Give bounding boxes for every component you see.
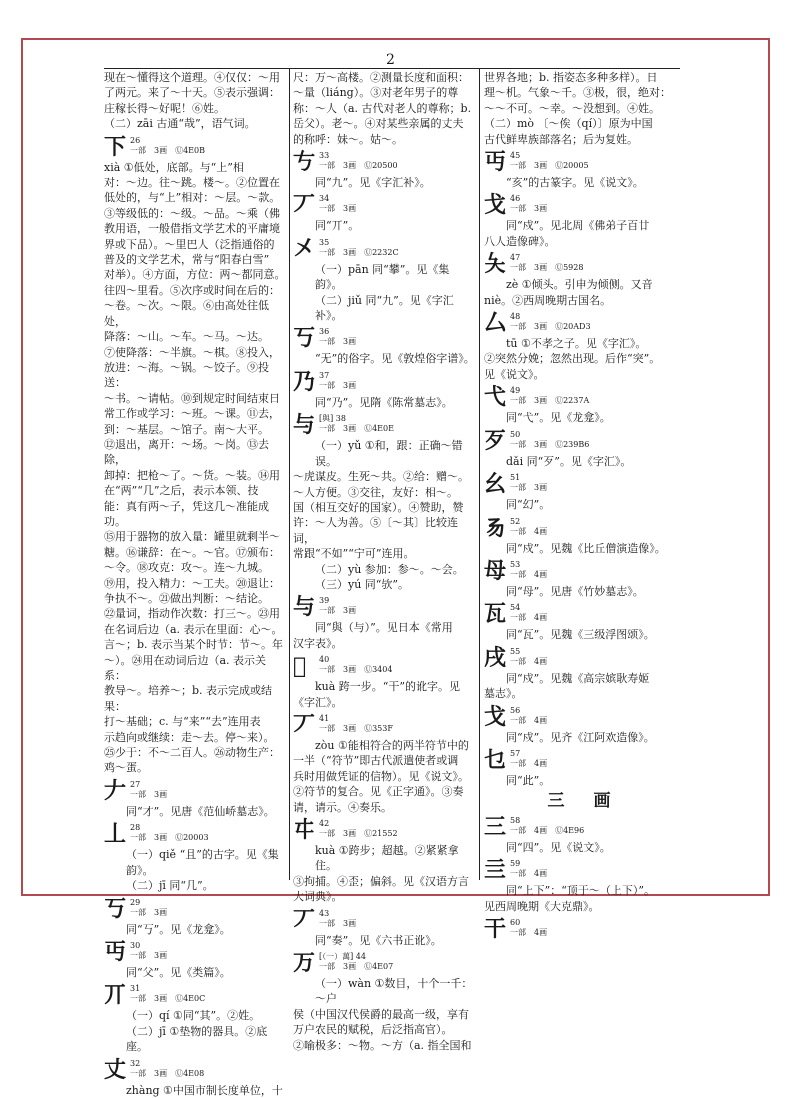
dictionary-entry — [104, 821, 286, 893]
headword: 弋 — [484, 384, 507, 411]
definition-line: 教用语，一般借指文学艺术的平庸境 — [104, 222, 280, 236]
dictionary-entry — [484, 428, 680, 469]
entry-meta: 36 一部 3画 — [319, 327, 357, 347]
definition-line: ～虎谋皮。生死～共。②给：赠～。 — [293, 470, 469, 484]
definition-line: ⑮用于器物的放入量：罐里就剩半～ — [104, 530, 280, 544]
entry-meta: [（一）萬] 44 一部 3画 Ⓤ4E07 — [319, 952, 394, 972]
definition-line: 往四～里看。⑤次序或时间在后的： — [104, 283, 280, 297]
definition-line: （二）jī ①垫物的器具。②底座。 — [126, 1024, 268, 1054]
definition-line: 同“母”。见唐《竹妙墓志》。 — [506, 584, 644, 598]
definition-line: 同“與（与）”。见日本《常用 — [315, 621, 453, 635]
headword: 丏 — [104, 938, 127, 965]
dictionary-entry — [484, 601, 680, 642]
definition-line: 常工作或学习：～班。～课。⑪去， — [104, 407, 280, 421]
definition-line: ㉕少于：不～二百人。㉖动物生产： — [104, 746, 280, 760]
dictionary-entry — [484, 192, 680, 249]
definition-line: ②突然分娩；忽然出现。后作“突”。 — [484, 352, 661, 366]
entry-meta: 51 一部 3画 — [510, 473, 548, 493]
headword: 与 — [293, 594, 316, 621]
entry-meta: 53 一部 4画 — [510, 559, 548, 579]
dictionary-entry — [293, 653, 476, 710]
definition-line: ㉒量词，指动作次数：打三～。㉓用 — [104, 607, 280, 621]
headword: 丈 — [104, 1056, 127, 1083]
column-1 — [104, 70, 286, 1098]
definition-line: 同“丌”。 — [315, 219, 360, 233]
headword: 乃 — [293, 368, 316, 395]
definition-line: 在“两”“几”之后，表示本领、技 — [104, 484, 259, 498]
headword: 丌 — [104, 982, 127, 1009]
continuation-line: 称：～人（a. 古代对老人的尊称；b. — [293, 101, 472, 115]
entry-meta: 34 一部 3画 — [319, 194, 357, 214]
entry-meta: 46 一部 3画 — [510, 194, 548, 214]
definition-line: ⑲用，投入精力：～工夫。⑳退让： — [104, 576, 280, 590]
definition-line: ⑦使降落：～半旗。～棋。⑧投入， — [104, 345, 280, 359]
entry-meta: 52 一部 4画 — [510, 516, 548, 536]
continuation-line: ～～不可。～幸。～没想到。④姓。 — [484, 101, 660, 115]
entry-meta: 39 一部 3画 — [319, 596, 357, 616]
definition-line: （二）jī 同“几”。 — [126, 879, 214, 893]
definition-line: 同“丂”。见《龙龛》。 — [126, 922, 231, 936]
continuation-line: （二）mò 〔～俟（qí）〕原为中国 — [484, 117, 653, 131]
dictionary-entry — [484, 645, 680, 702]
definition-line: 降落：～山。～车。～马。～达。 — [104, 330, 269, 344]
dictionary-entry — [293, 412, 476, 592]
dictionary-entry — [293, 594, 476, 651]
definition-line: 兵时用做凭证的信物）。见《说文》。 — [293, 769, 469, 783]
definition-line: 见《说文》。 — [484, 367, 545, 381]
headword: 歹 — [484, 427, 507, 454]
definition-line: 常跟“不如”“宁可”连用。 — [293, 547, 415, 561]
dictionary-entry — [293, 192, 476, 233]
headword: 戈 — [484, 192, 507, 219]
continuation-line: 岳父）。老～。④对某些亲属的丈夫 — [293, 117, 464, 131]
definition-line: 同“此”。 — [506, 773, 551, 787]
definition-line: （二）jiǔ 同“九”。见《字汇补》。 — [315, 293, 454, 323]
entry-meta: 40 一部 3画 Ⓤ3404 — [319, 655, 393, 675]
definition-line: 同“瓦”。见魏《三级浮图颂》。 — [506, 628, 655, 642]
column-3 — [484, 70, 680, 942]
headword: 𠂇 — [104, 777, 127, 804]
dictionary-entry — [104, 896, 286, 937]
definition-line: 同“奏”。见《六书正讹》。 — [315, 933, 442, 947]
definition-line: 放进：～海。～锅。～饺子。⑨投送： — [104, 360, 269, 390]
definition-line: kuà ①跨步；超越。②紧紧拿住。 — [315, 844, 459, 873]
definition-line: xià ①低处，底部。与“上”相 — [104, 160, 244, 174]
headword: 乜 — [484, 746, 507, 773]
definition-line: 请，请示。④奏乐。 — [293, 800, 392, 814]
dictionary-entry — [104, 982, 286, 1054]
definition-line: 争执不～。㉑做出判断：～结论。 — [104, 592, 269, 605]
definition-line: 同“四”。见《说文》。 — [506, 840, 611, 854]
entry-meta: 60 一部 4画 — [510, 917, 548, 937]
definition-line: 鸡～蛋。 — [104, 761, 148, 775]
entry-meta: 31 一部 3画 Ⓤ4E0C — [130, 984, 206, 1004]
headword: 丆 — [293, 906, 316, 933]
headword: 𠀆 — [293, 653, 307, 680]
dictionary-entry — [484, 515, 680, 556]
entry-meta: 42 一部 3画 Ⓤ21552 — [319, 819, 398, 838]
entry-meta: 33 一部 3画 Ⓤ20500 — [319, 151, 398, 171]
definition-line: 教导～。培养～；b. 表示完成或结果： — [104, 684, 273, 713]
column-divider — [479, 68, 480, 880]
continuation-line: 了两元。来了～十天。⑤表示强调： — [104, 86, 280, 100]
headword: 与 — [293, 412, 316, 439]
continuation-line: 现在～懂得这个道理。④仅仅：～用 — [104, 71, 280, 84]
dictionary-entry — [484, 747, 680, 788]
dictionary-entry — [293, 369, 476, 410]
page-number: 2 — [386, 52, 395, 68]
definition-line: ～卷。～次。～限。⑥由高处往低处， — [104, 299, 269, 328]
definition-line: 同“戍”。见齐《江阿欢造像》。 — [506, 730, 655, 744]
definition-line: dǎi 同“歹”。见《字汇》。 — [506, 454, 632, 468]
entry-meta: 56 一部 4画 — [510, 705, 548, 725]
definition-line: 墓志》。 — [484, 687, 523, 701]
definition-line: 同“父”。见《类篇》。 — [126, 965, 231, 979]
headword: 丆 — [293, 192, 316, 219]
dictionary-entry — [293, 149, 476, 190]
dictionary-entry — [484, 251, 680, 308]
entry-meta: [與] 38 一部 3画 Ⓤ4E0E — [319, 414, 394, 434]
definition-line: ③等级低的：～级。～品。～乘（佛 — [104, 206, 280, 220]
dictionary-entry — [104, 134, 286, 776]
definition-line: kuà 跨一步。“干”的讹字。见 — [315, 680, 461, 694]
dictionary-entry — [484, 149, 680, 190]
dictionary-entry — [293, 907, 476, 948]
definition-line: 同“九”。见《字汇补》。 — [315, 176, 431, 190]
dictionary-entry — [293, 712, 476, 815]
definition-line: zhàng ①中国市制长度单位，十 — [126, 1083, 283, 1097]
definition-line: ～）。㉔用在动词后边（a. 表示关系： — [104, 653, 267, 683]
definition-line: “无”的俗字。见《敦煌俗字谱》。 — [315, 352, 475, 366]
definition-line: ③拘捕。④歪；偏斜。见《汉语方言 — [293, 874, 469, 888]
column-divider — [289, 68, 290, 880]
entry-meta: 55 一部 4画 — [510, 646, 548, 666]
definition-line: 低处的，与“上”相对：～层。～款。 — [104, 191, 281, 205]
dictionary-entry — [104, 939, 286, 980]
dictionary-entry — [484, 857, 680, 914]
dictionary-entry — [104, 778, 286, 819]
definition-line: （一）qiě “且”的古字。见《集韵》。 — [126, 848, 279, 877]
definition-line: 示趋向或继续：走～去。停～来）。 — [104, 730, 275, 744]
definition-line: 同“戍”。见魏《高宗嫔耿寿姬 — [506, 671, 650, 685]
dictionary-entry — [293, 236, 476, 324]
entry-meta: 26 一部 3画 Ⓤ4E0B — [130, 135, 205, 155]
entry-meta: 28 一部 3画 Ⓤ20003 — [130, 823, 209, 843]
definition-line: “亥”的古篆字。见《说文》。 — [506, 176, 644, 190]
column-2 — [293, 70, 476, 1053]
continuation-line: 理～机。气象～千。③极，很，绝对： — [484, 86, 671, 100]
definition-line: 八人造像碑》。 — [484, 234, 556, 248]
headword: 㐄 — [293, 817, 316, 843]
dictionary-entry — [293, 325, 476, 366]
definition-line: 国（相互交好的国家）。④赞助，赞 — [293, 500, 464, 514]
definition-line: 同“戍”。见魏《比丘僧演造像》。 — [506, 541, 666, 555]
definition-line: 到：～基层。～馆子。南～大平。 — [104, 422, 269, 436]
dictionary-entry — [104, 1057, 286, 1098]
definition-line: （一）wàn ①数目，十个一千：～户 — [315, 977, 473, 1006]
definition-line: 普及的文学艺术，常与“阳春白雪” — [104, 253, 270, 267]
headword: 万 — [293, 950, 316, 977]
definition-line: 在名词后边（a. 表示在里面：心～。 — [104, 622, 283, 636]
definition-line: ～书。～请帖。⑩到规定时间结束日 — [104, 391, 280, 405]
entry-meta: 58 一部 4画 Ⓤ4E96 — [510, 815, 585, 835]
entry-meta: 47 一部 3画 Ⓤ5928 — [510, 253, 584, 273]
definition-line: （一）pān 同“攀”。见《集韵》。 — [315, 262, 450, 292]
definition-line: zòu ①能相符合的两半符节中的 — [315, 738, 469, 752]
definition-line: 界或下品）。～里巴人（泛指通俗的 — [104, 237, 275, 251]
headword: 丏 — [484, 149, 507, 176]
continuation-line: 尺：万～高楼。②测量长度和面积： — [293, 71, 469, 84]
headword: 三 — [484, 813, 507, 840]
definition-line: 同“才”。见唐《范仙峤墓志》。 — [126, 804, 275, 818]
headword: 𠀁 — [293, 149, 316, 176]
entry-meta: 30 一部 3画 — [130, 940, 168, 960]
headword: 幺 — [484, 471, 507, 498]
headword: 丆 — [293, 711, 316, 738]
header-rule — [104, 68, 680, 69]
continuation-line: 古代鲜卑族部落名；后为复姓。 — [484, 132, 638, 146]
definition-line: （一）yǔ ①和，跟：正确～错误。 — [315, 439, 463, 468]
definition-line: 打～基础；c. 与“来”“去”连用表 — [104, 715, 261, 729]
headword: 瓦 — [484, 601, 507, 628]
headword: 㐅 — [293, 235, 316, 262]
headword: 丂 — [104, 895, 127, 922]
entry-meta: 41 一部 3画 Ⓤ353F — [319, 713, 393, 733]
definition-line: 对：～边。往～跳。楼～。②位置在 — [104, 176, 280, 190]
dictionary-entry — [293, 817, 476, 905]
headword: 夨 — [484, 251, 507, 278]
headword: 戌 — [484, 644, 507, 671]
continuation-line: 庄稼长得～好呢！⑥姓。 — [104, 101, 225, 115]
continuation-line: （二）zāi 古通“哉”，语气词。 — [104, 117, 256, 131]
definition-line: 同“乃”。见隋《陈常墓志》。 — [315, 395, 453, 409]
definition-line: zè ①倾头。引申为倾侧。又音 — [506, 278, 653, 292]
definition-line: ②喻极多：～物。～方（a. 指全国和 — [293, 1038, 472, 1052]
definition-line: 同“幻”。 — [506, 498, 551, 512]
definition-line: ⑫退出，离开：～场。～岗。⑬去除， — [104, 437, 269, 467]
definition-line: ～令。⑱攻克：攻～。连～九城。 — [104, 561, 269, 575]
entry-meta: 32 一部 3画 Ⓤ4E08 — [130, 1058, 205, 1078]
definition-line: tū ①不孝之子。见《字汇》。 — [506, 337, 647, 351]
definition-line: 见西周晚期《大克鼎》。 — [484, 899, 600, 913]
headword: 干 — [484, 915, 507, 942]
definition-line: （二）yù 参加：参～。～会。 — [315, 562, 464, 576]
definition-line: 言～；b. 表示当某个时节：节～。年 — [104, 638, 284, 652]
entry-meta: 45 一部 3画 Ⓤ20005 — [510, 151, 589, 171]
headword: 戈 — [484, 703, 507, 730]
continuation-line: 世界各地；b. 指姿态多种多样）。日 — [484, 71, 658, 84]
definition-line: ～人方便。③交往，友好：相～。 — [293, 485, 458, 499]
definition-line: 一半（“符节”即古代派遣使者或调 — [293, 754, 459, 768]
definition-line: 能：真有两～子，凭这几～准能成功。 — [104, 499, 269, 528]
dictionary-entry — [293, 950, 476, 1053]
entry-meta: 48 一部 3画 Ⓤ20AD3 — [510, 312, 591, 332]
definition-line: 许：～人为善。⑤〔～其〕比较连词， — [293, 516, 458, 545]
definition-line: 同“戍”。见北周《佛弟子百廿 — [506, 219, 650, 233]
definition-line: 卸掉：把枪～了。～货。～装。⑭用 — [104, 468, 280, 482]
section-heading: 三 画 — [547, 791, 617, 812]
dictionary-entry — [484, 558, 680, 599]
entry-meta: 43 一部 3画 — [319, 908, 357, 928]
entry-meta: 50 一部 3画 Ⓤ239B6 — [510, 429, 590, 449]
definition-line: 糖。⑯谦辞：在～。～官。⑰颁布： — [104, 545, 280, 559]
headword: 厶 — [484, 310, 507, 337]
dictionary-entry — [484, 384, 680, 425]
definition-line: niè。②西周晚期古国名。 — [484, 293, 612, 307]
entry-meta: 49 一部 3画 Ⓤ2237A — [510, 386, 590, 406]
entry-meta: 59 一部 4画 — [510, 859, 548, 879]
definition-line: 同“弋”。见《龙龛》。 — [506, 411, 611, 425]
dictionary-entry — [484, 704, 680, 745]
dictionary-entry — [484, 916, 680, 942]
entry-meta: 27 一部 3画 — [130, 779, 168, 799]
definition-line: ②符节的复合。见《正字通》。③奏 — [293, 785, 464, 799]
definition-line: 对举）。④方面，方位：两～都同意。 — [104, 268, 286, 282]
definition-line: 大词典》。 — [293, 890, 343, 904]
entry-meta: 37 一部 3画 — [319, 370, 357, 390]
headword: 亖 — [484, 857, 507, 884]
definition-line: （三）yú 同“欤”。 — [315, 577, 410, 591]
entry-meta: 57 一部 4画 — [510, 748, 548, 768]
definition-line: （一）qí ①同“其”。②姓。 — [126, 1009, 261, 1023]
headword: 下 — [104, 133, 127, 160]
definition-line: 汉字表》。 — [293, 636, 343, 650]
entry-meta: 29 一部 3画 — [130, 897, 168, 917]
definition-line: 万户农民的赋税，后泛指高官）。 — [293, 1023, 453, 1037]
entry-meta: 35 一部 3画 Ⓤ2232C — [319, 237, 399, 257]
continuation-line: ～量（liáng）。③对老年男子的尊 — [293, 86, 459, 100]
headword: 丂 — [293, 325, 316, 352]
headword: 丄 — [104, 821, 127, 848]
definition-line: 《字汇》。 — [293, 695, 343, 709]
definition-line: 侯（中国汉代侯爵的最高一级，享有 — [293, 1007, 469, 1021]
definition-line: 同“上下”：“顶于～（上下）”。 — [506, 884, 655, 898]
continuation-line: 的称呼：妹～。姑～。 — [293, 132, 403, 146]
dictionary-entry — [484, 310, 680, 382]
entry-meta: 54 一部 4画 — [510, 603, 548, 623]
headword: 母 — [484, 557, 507, 584]
headword: 𠃓 — [484, 514, 507, 541]
dictionary-entry — [484, 471, 680, 512]
dictionary-entry — [484, 814, 680, 855]
